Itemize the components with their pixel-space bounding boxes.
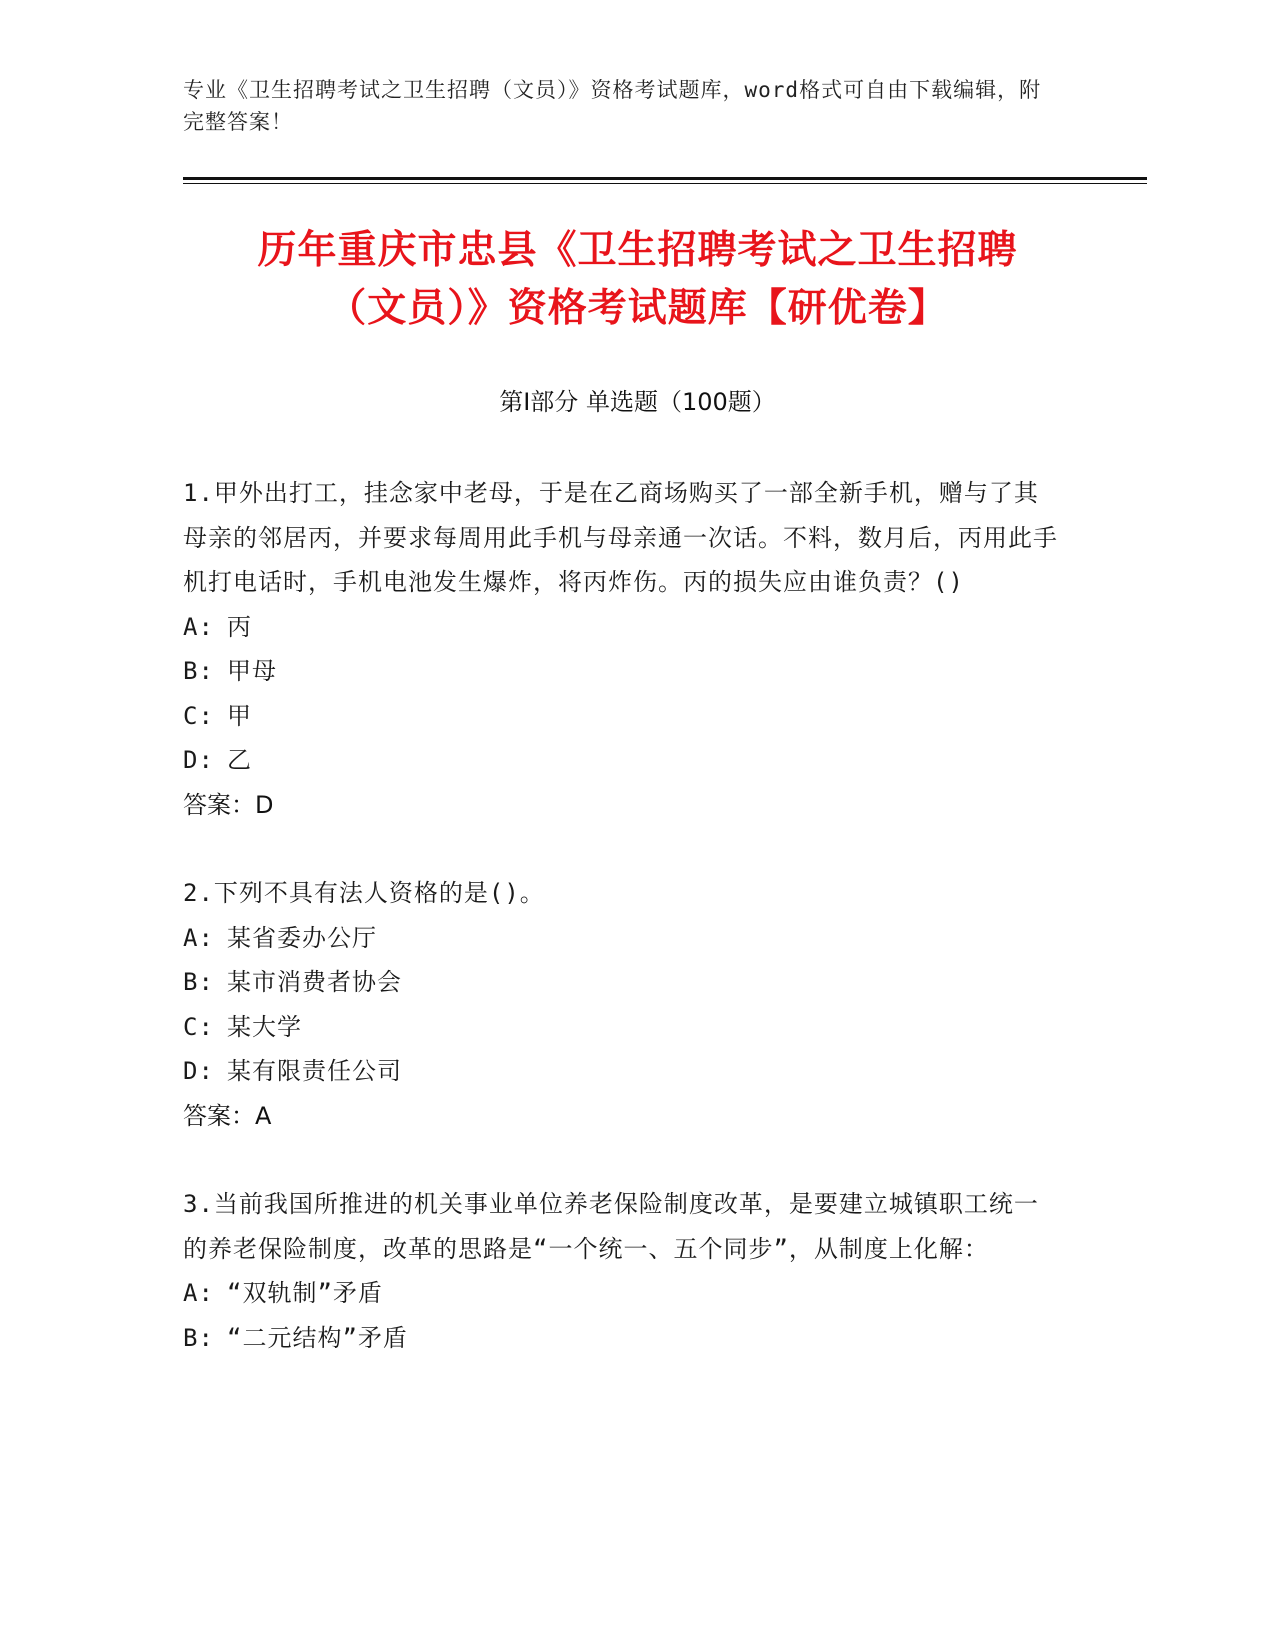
- option-text: 甲母: [227, 657, 277, 685]
- question-list: [183, 471, 1063, 1404]
- option-b: [183, 1316, 1063, 1361]
- option-text: “双轨制”矛盾: [227, 1279, 383, 1307]
- question-3: [183, 1182, 1063, 1360]
- option-key: C:: [183, 701, 214, 730]
- header-rule-thick: [183, 177, 1147, 180]
- option-d: [183, 738, 1063, 783]
- title-line-1: 历年重庆市忠县《卫生招聘考试之卫生招聘: [257, 228, 1018, 273]
- question-stem: 3.当前我国所推进的机关事业单位养老保险制度改革，是要建立城镇职工统一的养老保险制度，改革的思路是“一个统一、五个同步”，从制度上化解：: [183, 1190, 1039, 1263]
- option-text: 某大学: [227, 1012, 302, 1041]
- document-title: [150, 222, 1125, 338]
- option-c: [183, 694, 1063, 739]
- question-stem: 1.甲外出打工，挂念家中老母，于是在乙商场购买了一部全新手机，赠与了其母亲的邻居丙，并要求每周用此手机与母亲通一次话。不料，数月后，丙用此手机打电话时，手机电池发生爆炸，将丙炸伤。丙的损失应由谁负责？(): [183, 479, 1058, 596]
- option-text: 乙: [227, 746, 252, 774]
- option-key: B:: [183, 657, 214, 685]
- section-heading: 第Ⅰ部分 单选题（100题）: [499, 388, 776, 416]
- option-key: D:: [183, 746, 214, 774]
- answer-line: 答案：D: [183, 790, 274, 819]
- option-text: 丙: [227, 612, 252, 641]
- question-stem: 2.下列不具有法人资格的是()。: [183, 879, 545, 907]
- option-c: [183, 1005, 1063, 1050]
- option-text: “二元结构”矛盾: [227, 1323, 408, 1352]
- option-text: 某省委办公厅: [227, 923, 377, 952]
- option-a: [183, 916, 1063, 961]
- option-d: [183, 1049, 1063, 1094]
- option-a: [183, 1271, 1063, 1316]
- header-note: 专业《卫生招聘考试之卫生招聘（文员）》资格考试题库，word格式可自由下载编辑，附完整答案！: [183, 78, 1042, 134]
- question-1: [183, 471, 1063, 827]
- header-rule-thin: [183, 183, 1147, 184]
- option-key: A:: [183, 1279, 214, 1307]
- option-key: D:: [183, 1057, 214, 1085]
- option-key: C:: [183, 1012, 214, 1041]
- option-b: [183, 649, 1063, 694]
- option-a: [183, 605, 1063, 650]
- title-line-2: （文员）》资格考试题库【研优卷】: [327, 286, 948, 331]
- option-key: A:: [183, 612, 214, 641]
- option-key: B:: [183, 1323, 214, 1352]
- option-key: B:: [183, 968, 214, 996]
- answer-line: 答案：A: [183, 1101, 272, 1130]
- option-text: 甲: [227, 701, 252, 730]
- option-text: 某市消费者协会: [227, 968, 402, 996]
- option-key: A:: [183, 923, 214, 952]
- question-2: [183, 871, 1063, 1138]
- option-b: [183, 960, 1063, 1005]
- option-text: 某有限责任公司: [227, 1057, 402, 1085]
